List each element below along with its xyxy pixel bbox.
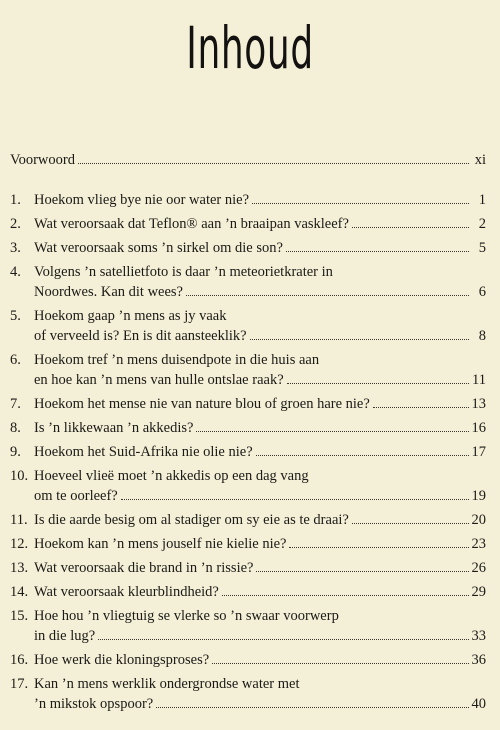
toc-entry <box>10 350 486 390</box>
dot-leader <box>250 339 469 340</box>
toc-entry <box>10 558 486 578</box>
toc-entry-number: 7. <box>10 396 21 412</box>
toc-entry <box>10 582 486 602</box>
dot-leader <box>352 523 469 524</box>
toc-page-number: 2 <box>478 216 486 232</box>
toc-entry-text: Wat veroorsaak dat Teflon® aan ’n braaipan vaskleef? <box>34 216 349 232</box>
toc-page-number: 13 <box>471 396 486 412</box>
toc-entry-text: om te oorleef? <box>34 488 118 504</box>
toc-entry-number: 12. <box>10 536 29 552</box>
toc-entry-number: 14. <box>10 584 29 600</box>
dot-leader <box>256 571 468 572</box>
toc-entry-text: Noordwes. Kan dit wees? <box>34 284 183 300</box>
toc-entry <box>10 394 486 414</box>
toc-entry-text: Hoekom kan ’n mens jouself nie kielie nie? <box>34 536 287 552</box>
toc-page-number: xi <box>474 152 486 168</box>
toc-entry-text: Hoe hou ’n vliegtuig se vlerke so ’n swaar voorwerp <box>34 608 339 624</box>
toc-page-number: 20 <box>471 512 486 528</box>
toc-page-number: 19 <box>471 488 486 504</box>
page-title: Inhoud <box>186 14 314 82</box>
toc-entry-number: 6. <box>10 352 21 368</box>
toc-entry <box>10 650 486 670</box>
toc-entry-number: 5. <box>10 308 21 324</box>
dot-leader <box>78 163 469 164</box>
dot-leader <box>289 547 468 548</box>
toc-entry-number: 10. <box>10 468 29 484</box>
dot-leader <box>256 455 469 456</box>
toc-entry-text: Hoeveel vlieë moet ’n akkedis op een dag vang <box>34 468 309 484</box>
toc-page-number: 40 <box>471 696 486 712</box>
dot-leader <box>287 383 469 384</box>
toc-entry-text: ’n mikstok opspoor? <box>34 696 154 712</box>
toc-entry-number: 16. <box>10 652 29 668</box>
toc-entry-text: Wat veroorsaak soms ’n sirkel om die son? <box>34 240 283 256</box>
toc-page-number: 29 <box>471 584 486 600</box>
table-of-contents <box>10 150 486 714</box>
toc-entry-number: 17. <box>10 676 29 692</box>
toc-entry-foreword <box>10 150 486 170</box>
toc-page-number: 17 <box>471 444 486 460</box>
toc-entry <box>10 674 486 714</box>
dot-leader <box>98 639 468 640</box>
toc-entry-number: 1. <box>10 192 21 208</box>
toc-page-number: 23 <box>471 536 486 552</box>
dot-leader <box>121 499 469 500</box>
dot-leader <box>196 431 468 432</box>
toc-entry-number: 13. <box>10 560 29 576</box>
dot-leader <box>352 227 469 228</box>
toc-entry <box>10 418 486 438</box>
toc-entry-text: Hoe werk die kloningsproses? <box>34 652 210 668</box>
toc-entry <box>10 214 486 234</box>
toc-entry-text: Hoekom het mense nie van nature blou of groen hare nie? <box>34 396 370 412</box>
dot-leader <box>286 251 469 252</box>
toc-entry <box>10 606 486 646</box>
toc-page-number: 36 <box>471 652 486 668</box>
toc-entry-number: 3. <box>10 240 21 256</box>
toc-entry-number: 2. <box>10 216 21 232</box>
toc-entry-text: Hoekom gaap ’n mens as jy vaak <box>34 308 227 324</box>
toc-entry-text: Wat veroorsaak die brand in ’n rissie? <box>34 560 254 576</box>
toc-entry-text: Volgens ’n satellietfoto is daar ’n meteorietkrater in <box>34 264 333 280</box>
toc-entry <box>10 190 486 210</box>
toc-entry-number: 9. <box>10 444 21 460</box>
dot-leader <box>252 203 469 204</box>
toc-page-number: 16 <box>471 420 486 436</box>
dot-leader <box>156 707 468 708</box>
toc-entry-text: Hoekom het Suid-Afrika nie olie nie? <box>34 444 253 460</box>
toc-entry <box>10 534 486 554</box>
toc-entry-text: en hoe kan ’n mens van hulle ontslae raak? <box>34 372 284 388</box>
dot-leader <box>186 295 469 296</box>
toc-entry <box>10 442 486 462</box>
toc-entry-number: 4. <box>10 264 21 280</box>
toc-entry-number: 11. <box>10 512 28 528</box>
toc-entry-text: Kan ’n mens werklik ondergrondse water met <box>34 676 300 692</box>
toc-page-number: 1 <box>478 192 486 208</box>
toc-page-number: 5 <box>478 240 486 256</box>
toc-entry-text: Hoekom vlieg bye nie oor water nie? <box>34 192 250 208</box>
toc-entry-text: Is ’n likkewaan ’n akkedis? <box>34 420 194 436</box>
toc-entry-text: Wat veroorsaak kleurblindheid? <box>34 584 219 600</box>
dot-leader <box>222 595 469 596</box>
toc-page-number: 26 <box>471 560 486 576</box>
toc-page-number: 11 <box>472 372 486 388</box>
toc-entry-label: Voorwoord <box>10 152 75 168</box>
toc-entry-text: in die lug? <box>34 628 96 644</box>
toc-entry-number: 15. <box>10 608 29 624</box>
toc-entry <box>10 510 486 530</box>
toc-page-number: 8 <box>478 328 486 344</box>
dot-leader <box>212 663 468 664</box>
toc-page-number: 33 <box>471 628 486 644</box>
toc-entry-text: Hoekom tref ’n mens duisendpote in die huis aan <box>34 352 320 368</box>
dot-leader <box>373 407 469 408</box>
toc-entry <box>10 262 486 302</box>
toc-entry <box>10 306 486 346</box>
toc-entry <box>10 466 486 506</box>
toc-page-number: 6 <box>478 284 486 300</box>
toc-entry-text: Is die aarde besig om al stadiger om sy eie as te draai? <box>34 512 349 528</box>
toc-entry-text: of verveeld is? En is dit aansteeklik? <box>34 328 247 344</box>
toc-entry-number: 8. <box>10 420 21 436</box>
toc-entry <box>10 238 486 258</box>
